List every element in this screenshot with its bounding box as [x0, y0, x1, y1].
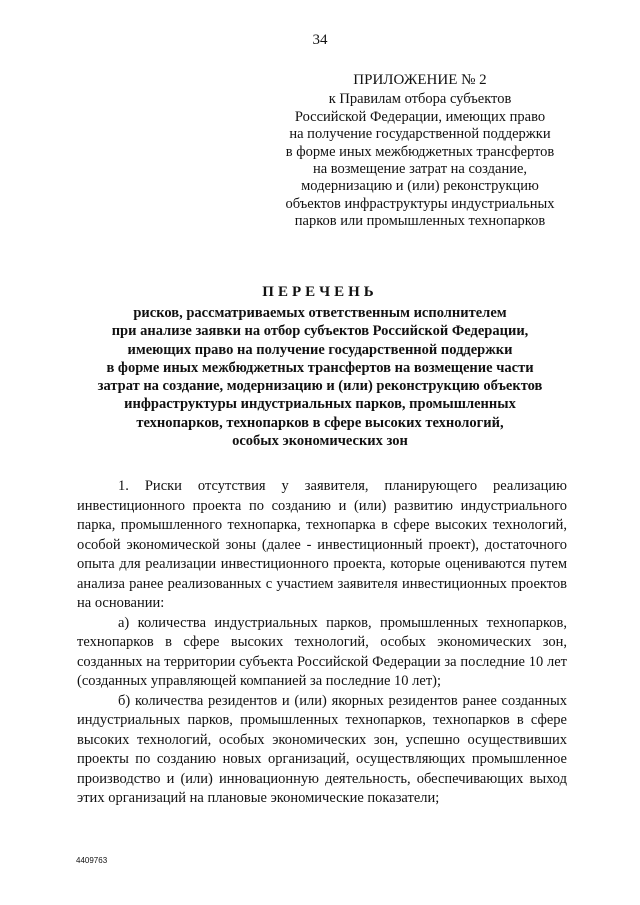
subtitle-line: затрат на создание, модернизацию и (или) реконструкцию объектов — [97, 378, 543, 395]
appendix-line: на возмещение затрат на создание, — [312, 161, 528, 178]
subtitle-line: имеющих право на получение государственной поддержки — [127, 341, 513, 358]
appendix-line: к Правилам отбора субъектов — [328, 91, 512, 108]
appendix-heading: ПРИЛОЖЕНИЕ № 2 — [353, 72, 487, 88]
subtitle-line: технопарков, технопарков в сфере высоких технологий, — [136, 414, 504, 431]
page-number: 34 — [312, 32, 328, 48]
appendix-line: парков или промышленных технопарков — [294, 213, 546, 230]
subtitle-line: в форме иных межбюджетных трансфертов на возмещение части — [106, 359, 534, 376]
appendix-line: модернизацию и (или) реконструкцию — [301, 178, 539, 195]
subtitle-line: при анализе заявки на отбор субъектов Российской Федерации, — [111, 323, 529, 340]
footer-code: 4409763 — [76, 856, 108, 865]
appendix-line: Российской Федерации, имеющих право — [294, 108, 546, 125]
paragraph-item-a: а) количества индустриальных парков, промышленных технопарков, технопарков в сфере высоких технологий, особых экономических зон, созданных на территории субъекта Российской Федерации за последние 10 лет (созданных управляющей компанией за последние 10 лет); — [77, 614, 567, 689]
appendix-line: объектов инфраструктуры индустриальных — [285, 195, 555, 212]
appendix-line: в форме иных межбюджетных трансфертов — [285, 143, 555, 160]
subtitle-line: инфраструктуры индустриальных парков, промышленных — [124, 396, 516, 413]
document-title: ПЕРЕЧЕНЬ — [262, 284, 378, 300]
appendix-header — [255, 72, 585, 231]
document-subtitle — [90, 304, 550, 450]
subtitle-line: особых экономических зон — [232, 433, 408, 450]
appendix-line: на получение государственной поддержки — [289, 126, 551, 143]
document-body — [77, 477, 567, 809]
subtitle-line: рисков, рассматриваемых ответственным исполнителем — [133, 305, 507, 321]
paragraph-item-1: 1. Риски отсутствия у заявителя, планирующего реализацию инвестиционного проекта по созданию и (или) развитию индустриального парка, промышленного технопарка, технопарка в сфере высоких технологий, особой экономической зоны (далее - инвестиционный проект), достаточного опыта для реализации инвестиционного проекта, которые оцениваются путем анализа ранее реализованных с участием заявителя инвестиционных проектов на основании: — [77, 478, 567, 611]
paragraph-item-b: б) количества резидентов и (или) якорных резидентов ранее созданных индустриальных парков, промышленных технопарков, технопарков в сфере высоких технологий, особых экономических зон, успешно осуществивших проекты по созданию новых организаций, осуществляющих промышленное производство и (или) инновационную деятельность, обеспечивающих выход этих организаций на плановые экономические показатели; — [77, 692, 567, 806]
